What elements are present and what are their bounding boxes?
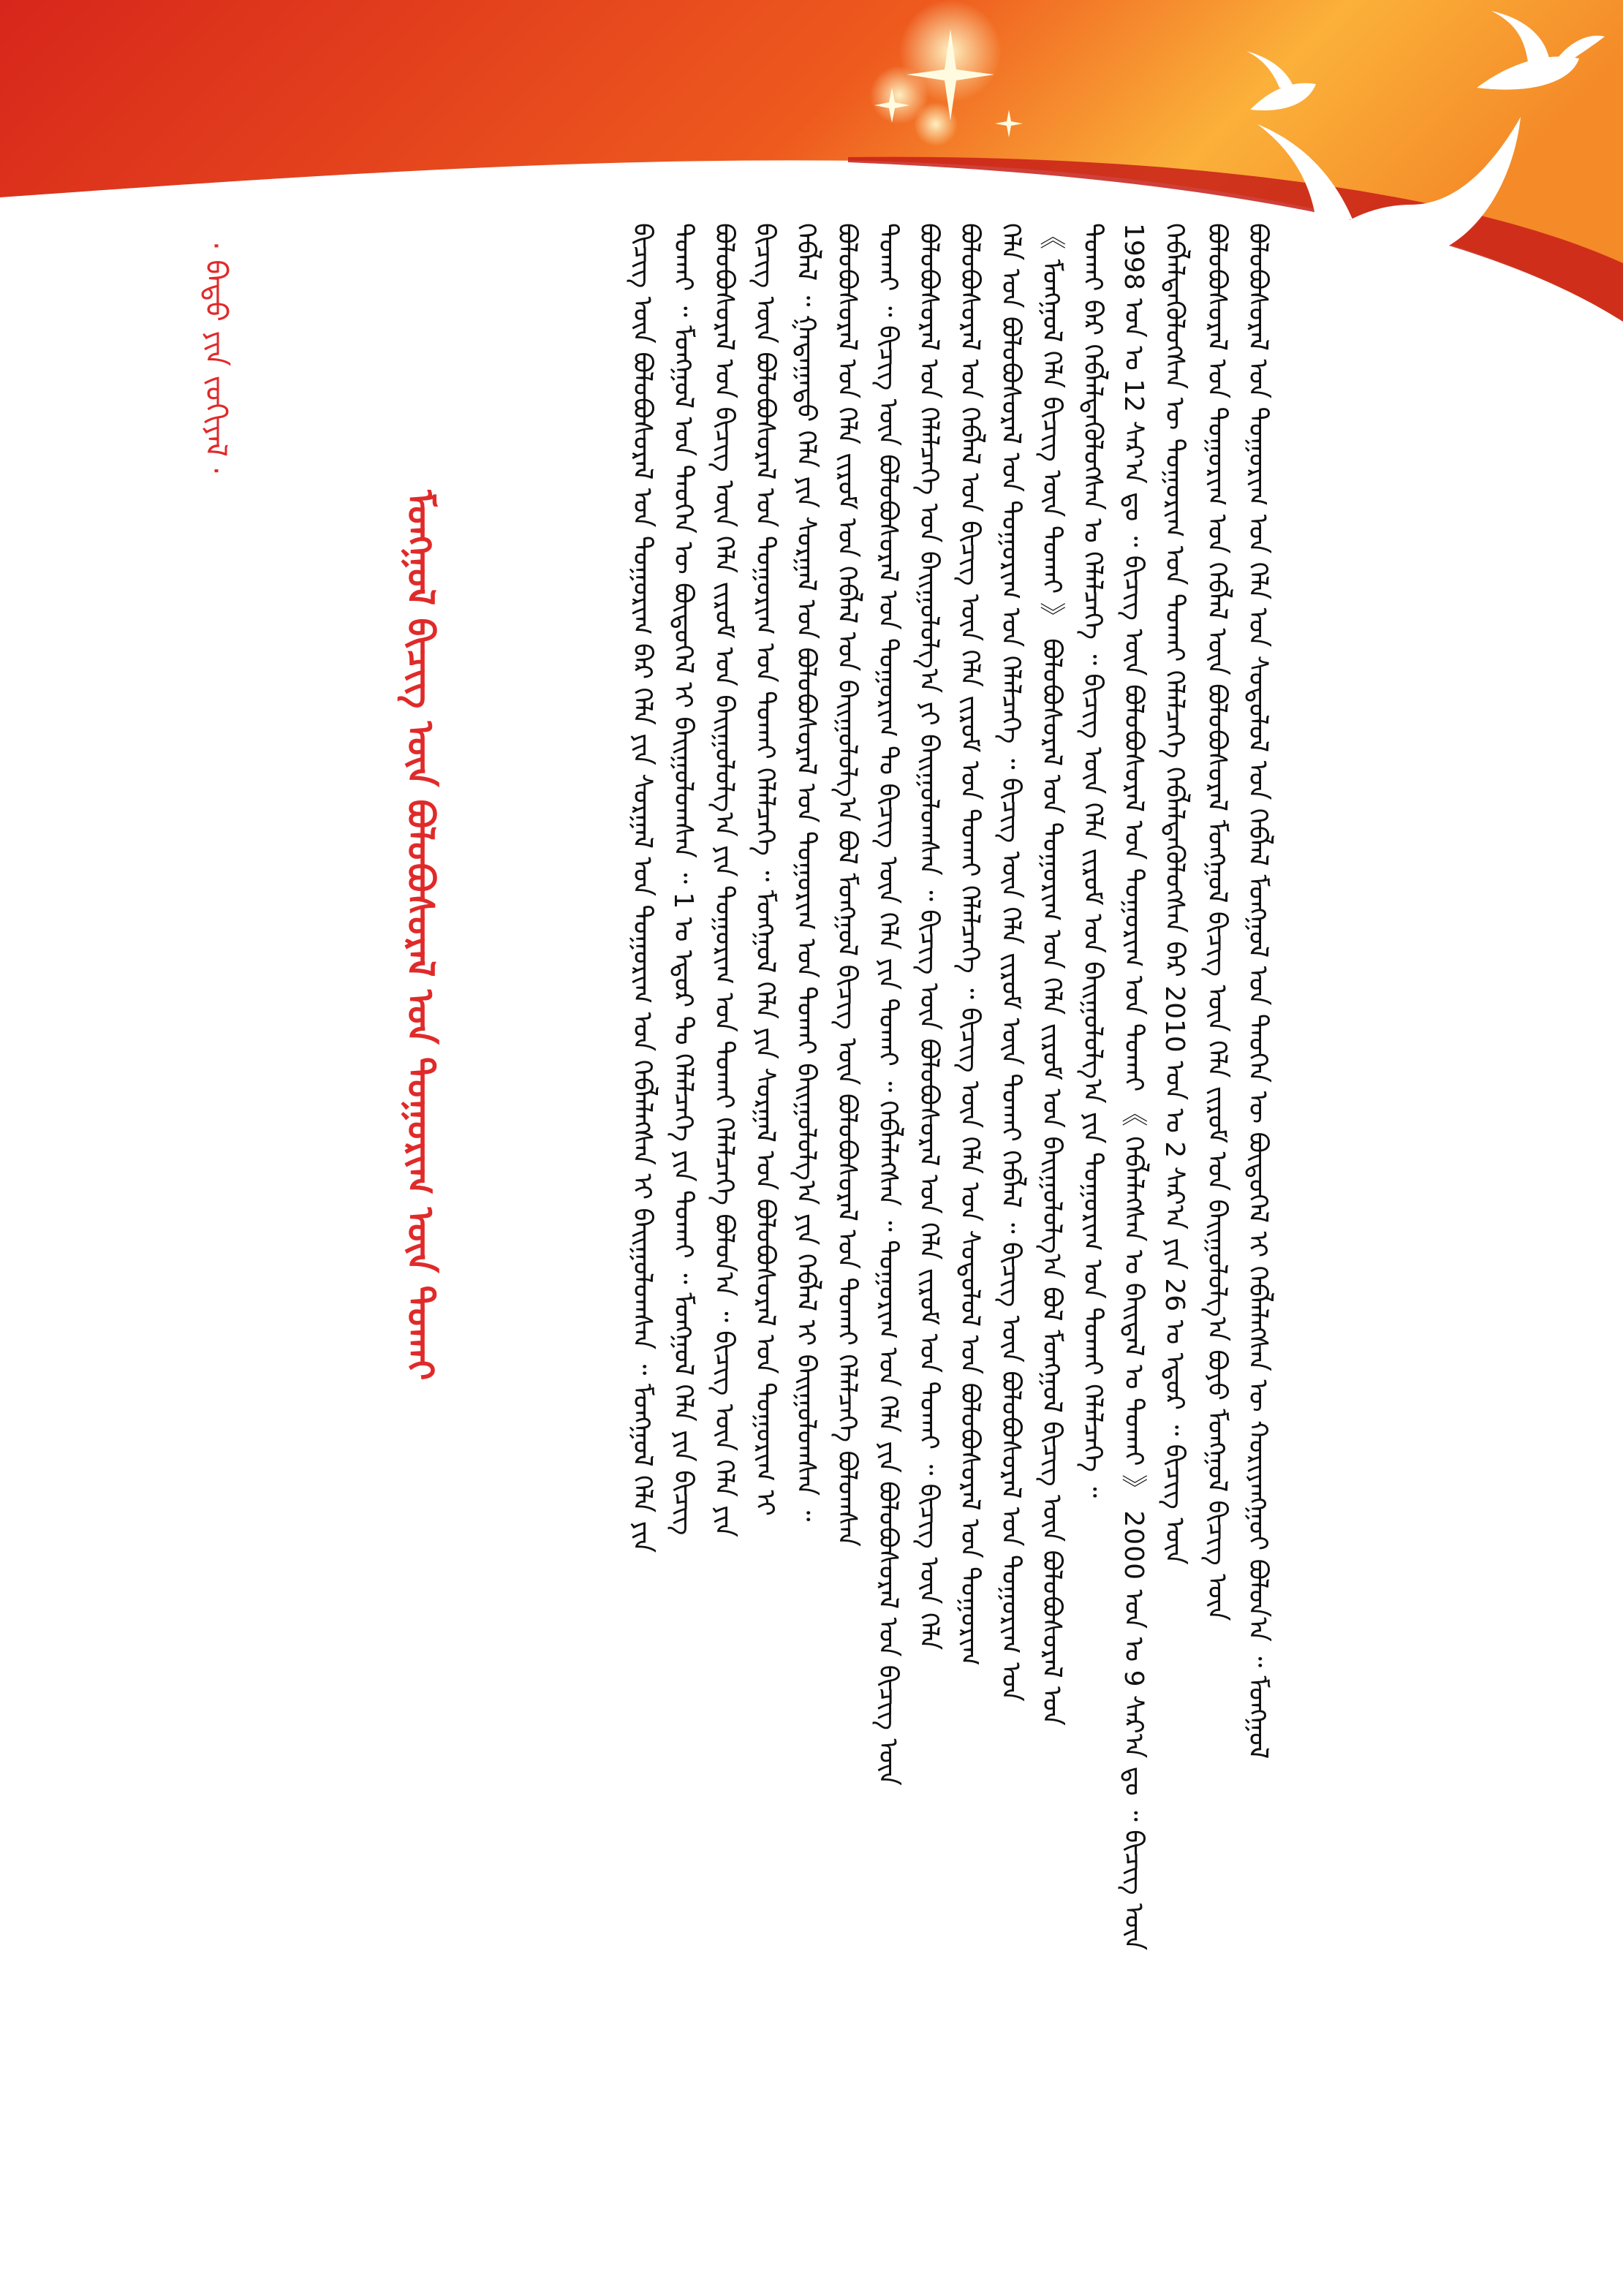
body-column: 1998 ᠣᠨ ᠤ 12 ᠰᠠᠷ᠎ᠠ ᠳᠤ ᠃ ᠪᠢᠴᠢᠭ᠌ ᠦᠨ ᠪᠣᠯᠣᠪᠤᠰᠤᠷᠠᠯ ᠤᠨ ᠲᠣᠭᠣᠷᠢᠭ ᠤᠨ ᠲᠤᠬᠠᠢ 《 ᠬᠡᠪᠯᠡᠯᠡᠭᠰᠡᠨ ᠤ ᠪᠠᠢᠳᠠᠯ ᠤ ᠲᠤᠬᠠᠢ 》 2000 ᠣᠨ ᠤ 9 ᠰᠠᠷ᠎ᠠ ᠳᠤ ᠃ ᠪᠢᠴᠢᠭ᠌ ᠦᠨ <box>1119 223 1149 1951</box>
document-title: ᠮᠣᠩᠭᠣᠯ ᠪᠢᠴᠢᠭ᠌ ᠦᠨ ᠪᠣᠯᠣᠪᠤᠰᠤᠷᠠᠯ ᠤᠨ ᠲᠣᠭᠣᠷᠢᠭ ᠦᠨ ᠲᠤᠬᠠᠢ <box>399 490 442 1381</box>
body-column: ᠬᠡᠪᠯᠡᠯ ᠃ ᠭᠠᠳᠠᠭᠠᠳᠤ ᠬᠡᠯᠡ ᠶᠢᠨ ᠰᠤᠷᠭᠠᠯ ᠤᠨ ᠪᠣᠯᠣᠪᠤᠰᠤᠷᠠᠯ ᠤᠨ ᠲᠣᠭᠣᠷᠢᠭ ᠤᠨ ᠲᠤᠬᠠᠢ ᠪᠠᠢᠭᠤᠯᠤᠯᠭ᠎ᠠ ᠶᠢᠨ ᠬᠡᠪᠯᠡᠯ ᠢ ᠪᠠᠢᠭᠤᠯᠤᠭᠰᠠᠨ ᠃ <box>791 223 821 1522</box>
body-column: ᠪᠣᠯᠣᠪᠤᠰᠤᠷᠠᠯ ᠤᠨ ᠬᠡᠪᠯᠡᠯ ᠤᠨ ᠪᠢᠴᠢᠭ᠌ ᠦᠨ ᠬᠡᠯᠡ ᠵᠢᠷᠤᠮ ᠤᠨ ᠲᠤᠬᠠᠢ ᠬᠡᠯᠡᠯᠴᠡᠭᠡ ᠃ ᠪᠢᠴᠢᠭ᠌ ᠦᠨ ᠬᠡᠯᠡ ᠤᠨ ᠰᠤᠳᠤᠯᠤᠯ ᠤᠨ ᠪᠣᠯᠣᠪᠤᠰᠤᠷᠠᠯ ᠤᠨ ᠲᠣᠭᠣᠷᠢᠭ <box>955 223 985 1666</box>
author-byline: · ᠪᠠᠲᠤ ᠶᠢᠨ ᠵᠣᠬᠢᠶᠠᠯ · <box>199 241 232 476</box>
body-column: ᠲᠤᠬᠠᠢ ᠃ ᠮᠣᠩᠭᠣᠯ ᠤᠨ ᠲᠡᠦᠬᠡᠨ ᠦ ᠪᠦᠲᠦᠭᠡᠯ ᠢ ᠪᠠᠢᠭᠤᠯᠤᠭᠰᠠᠨ ᠃ 1 ᠤ ᠡᠳᠦᠷ ᠲᠤ ᠬᠡᠯᠡᠯᠴᠡᠭᠡ ᠶᠢᠨ ᠲᠤᠬᠠᠢ ᠃ ᠮᠣᠩᠭᠣᠯ ᠬᠡᠯᠡ ᠶᠢᠨ ᠪᠢᠴᠢᠭ᠌ <box>668 223 698 1536</box>
body-column: ᠪᠣᠯᠣᠪᠤᠰᠤᠷᠠᠯ ᠤᠨ ᠪᠢᠴᠢᠭ᠌ ᠦᠨ ᠬᠡᠯᠡ ᠵᠢᠷᠤᠮ ᠤᠨ ᠪᠠᠢᠭᠤᠯᠤᠯᠭ᠎ᠠ ᠶᠢᠨ ᠲᠣᠭᠣᠷᠢᠭ ᠤᠨ ᠲᠤᠬᠠᠢ ᠬᠡᠯᠡᠯᠴᠡᠭᠡ ᠪᠣᠯᠤᠨ᠎ᠠ ᠃ ᠪᠢᠴᠢᠭ᠌ ᠦᠨ ᠬᠡᠯᠡ ᠶᠢᠨ <box>709 223 739 1537</box>
body-column: ᠲᠤᠬᠠᠢ ᠪᠠᠷ ᠬᠡᠪᠯᠡᠯᠳᠡᠭᠦᠯᠦᠭᠰᠡᠨ ᠤ ᠬᠡᠯᠡᠯᠴᠡᠭᠡ ᠃ ᠪᠢᠴᠢᠭ᠌ ᠦᠨ ᠬᠡᠯᠡ ᠵᠢᠷᠤᠮ ᠤᠨ ᠪᠠᠢᠭᠤᠯᠤᠯᠭ᠎ᠠ ᠶᠢᠨ ᠲᠣᠭᠣᠷᠢᠭ ᠤᠨ ᠲᠤᠬᠠᠢ ᠬᠡᠯᠡᠯᠴᠡᠭᠡ ᠃ <box>1078 223 1108 1498</box>
body-column: ᠪᠣᠯᠣᠪᠤᠰᠤᠷᠠᠯ ᠤᠨ ᠬᠡᠯᠡ ᠵᠢᠷᠤᠮ ᠤᠨ ᠬᠡᠪᠯᠡᠯ ᠤᠨ ᠪᠠᠢᠭᠤᠯᠤᠯᠭ᠎ᠠ ᠪᠣᠯ ᠮᠣᠩᠭᠣᠯ ᠪᠢᠴᠢᠭ᠌ ᠦᠨ ᠪᠣᠯᠣᠪᠤᠰᠤᠷᠠᠯ ᠤᠨ ᠲᠤᠬᠠᠢ ᠬᠡᠯᠡᠯᠴᠡᠭᠡ ᠪᠣᠯᠤᠭᠰᠠᠨ <box>832 223 862 1547</box>
body-column: ᠪᠢᠴᠢᠭ᠌ ᠦᠨ ᠪᠣᠯᠣᠪᠤᠰᠤᠷᠠᠯ ᠤᠨ ᠲᠣᠭᠣᠷᠢᠭ ᠤᠨ ᠲᠤᠬᠠᠢ ᠬᠡᠯᠡᠯᠴᠡᠭᠡ ᠃ ᠮᠣᠩᠭᠣᠯ ᠬᠡᠯᠡ ᠶᠢᠨ ᠰᠤᠷᠭᠠᠯ ᠤᠨ ᠪᠣᠯᠣᠪᠤᠰᠤᠷᠠᠯ ᠤᠨ ᠲᠣᠭᠣᠷᠢᠭ ᠢ <box>750 223 780 1516</box>
body-column: ᠲᠤᠬᠠᠢ ᠃ ᠪᠢᠴᠢᠭ᠌ ᠦᠨ ᠪᠣᠯᠣᠪᠤᠰᠤᠷᠠᠯ ᠤᠨ ᠲᠣᠭᠣᠷᠢᠭ ᠲᠤ ᠪᠢᠴᠢᠭ᠌ ᠦᠨ ᠬᠡᠯᠡ ᠶᠢᠨ ᠲᠤᠬᠠᠢ ᠃ ᠬᠡᠪᠯᠡᠯᠡᠭᠰᠡᠨ ᠃ ᠲᠣᠭᠣᠷᠢᠭ ᠤᠨ ᠬᠡᠯᠡ ᠶᠢᠨ ᠪᠣᠯᠣᠪᠤᠰᠤᠷᠠᠯ ᠤᠨ ᠪᠢᠴᠢᠭ᠌ ᠦᠨ <box>873 223 903 1786</box>
sparkle-icon <box>863 29 1038 154</box>
body-column: 《 ᠮᠣᠩᠭᠣᠯ ᠬᠡᠯᠡ ᠪᠢᠴᠢᠭ᠌ ᠦᠨ ᠲᠤᠬᠠᠢ 》 ᠪᠣᠯᠣᠪᠤᠰᠤᠷᠠᠯ ᠤᠨ ᠲᠣᠭᠣᠷᠢᠭ ᠤᠨ ᠬᠡᠯᠡ ᠵᠢᠷᠤᠮ ᠤᠨ ᠪᠠᠢᠭᠤᠯᠤᠯᠭ᠎ᠠ ᠪᠣᠯ ᠮᠣᠩᠭᠣᠯ ᠪᠢᠴᠢᠭ᠌ ᠦᠨ ᠪᠣᠯᠣᠪᠤᠰᠤᠷᠠᠯ ᠤᠨ <box>1037 223 1067 1726</box>
dove-icon <box>1243 95 1535 314</box>
dove-icon <box>1243 44 1331 124</box>
body-column: ᠪᠣᠯᠣᠪᠤᠰᠤᠷᠠᠯ ᠤᠨ ᠬᠡᠯᠡᠯᠴᠡᠭᠡ ᠤᠨ ᠪᠠᠢᠭᠤᠯᠤᠯᠭ᠎ᠠ ᠶᠢ ᠪᠠᠢᠭᠤᠯᠤᠭᠰᠠᠨ ᠃ ᠪᠢᠴᠢᠭ᠌ ᠦᠨ ᠪᠣᠯᠣᠪᠤᠰᠤᠷᠠᠯ ᠤᠨ ᠬᠡᠯᠡ ᠵᠢᠷᠤᠮ ᠤᠨ ᠲᠤᠬᠠᠢ ᠃ ᠪᠢᠴᠢᠭ᠌ ᠦᠨ ᠬᠡᠯᠡ <box>914 223 944 1651</box>
dove-icon <box>1462 7 1608 102</box>
body-column: ᠬᠡᠯᠡ ᠤᠨ ᠪᠣᠯᠣᠪᠤᠰᠤᠷᠠᠯ ᠤᠨ ᠲᠣᠭᠣᠷᠢᠭ ᠤᠨ ᠬᠡᠯᠡᠯᠴᠡᠭᠡ ᠃ ᠪᠢᠴᠢᠭ᠌ ᠦᠨ ᠬᠡᠯᠡ ᠵᠢᠷᠤᠮ ᠦᠨ ᠲᠤᠬᠠᠢ ᠬᠡᠪᠯᠡᠯ ᠃ ᠪᠢᠴᠢᠭ᠌ ᠦᠨ ᠪᠣᠯᠣᠪᠤᠰᠤᠷᠠᠯ ᠤᠨ ᠲᠣᠭᠣᠷᠢᠭ ᠤᠨ <box>996 223 1026 1702</box>
body-column: ᠪᠣᠯᠣᠪᠤᠰᠤᠷᠠᠯ ᠤᠨ ᠲᠣᠭᠣᠷᠢᠭ ᠤᠨ ᠬᠡᠪᠯᠡᠯ ᠦᠨ ᠪᠣᠯᠣᠪᠤᠰᠤᠷᠠᠯ ᠮᠣᠩᠭᠣᠯ ᠪᠢᠴᠢᠭ᠌ ᠦᠨ ᠬᠡᠯᠡ ᠵᠢᠷᠤᠮ ᠤᠨ ᠪᠠᠢᠭᠤᠯᠤᠯᠭ᠎ᠠ ᠪᠤᠶᠤ ᠮᠣᠩᠭᠣᠯ ᠪᠢᠴᠢᠭ᠌ ᠦᠨ <box>1202 223 1232 1621</box>
body-column: ᠬᠡᠪᠯᠡᠯᠳᠡᠭᠦᠯᠦᠭᠰᠡᠨ ᠦ ᠲᠣᠭᠣᠷᠢᠭ ᠤᠨ ᠲᠤᠬᠠᠢ ᠬᠡᠯᠡᠯᠴᠡᠭᠡ ᠬᠡᠪᠯᠡᠯᠳᠡᠭᠦᠯᠦᠭᠰᠡᠨ ᠪᠠᠷ 2010 ᠣᠨ ᠤ 2 ᠰᠠᠷ᠎ᠠ ᠶᠢᠨ 26 ᠤ ᠡᠳᠦᠷ ᠃ ᠪᠢᠴᠢᠭ᠌ ᠦᠨ <box>1159 223 1189 1565</box>
body-column: ᠪᠣᠯᠣᠪᠤᠰᠤᠷᠠᠯ ᠤᠨ ᠲᠣᠭᠣᠷᠢᠭ ᠤᠨ ᠬᠡᠯᠡ ᠤᠨ ᠰᠤᠳᠤᠯᠤᠯ ᠤᠨ ᠬᠡᠪᠯᠡᠯ ᠮᠣᠩᠭᠣᠯ ᠤᠨ ᠲᠡᠦᠬᠡᠨ ᠦ ᠪᠦᠲᠦᠭᠡᠯ ᠢ ᠬᠡᠪᠯᠡᠯᠡᠭᠰᠡᠨ ᠦ ᠬᠤᠷᠢᠶᠠᠩᠭᠤᠢ ᠪᠣᠯᠤᠨ᠎ᠠ ᠃ ᠮᠣᠩᠭᠣᠯ <box>1243 223 1273 1759</box>
body-column: ᠪᠢᠴᠢᠭ᠌ ᠦᠨ ᠪᠣᠯᠣᠪᠤᠰᠤᠷᠠᠯ ᠤᠨ ᠲᠣᠭᠣᠷᠢᠭ ᠪᠠᠷ ᠬᠡᠯᠡ ᠶᠢᠨ ᠰᠤᠷᠭᠠᠯ ᠤᠨ ᠲᠣᠭᠣᠷᠢᠭ ᠤᠨ ᠬᠡᠪᠯᠡᠯᠡᠭᠰᠡᠨ ᠢ ᠪᠠᠢᠭᠤᠯᠤᠭᠰᠠᠨ ᠃ ᠮᠣᠩᠭᠣᠯ ᠬᠡᠯᠡ ᠶᠢᠨ <box>627 223 657 1553</box>
